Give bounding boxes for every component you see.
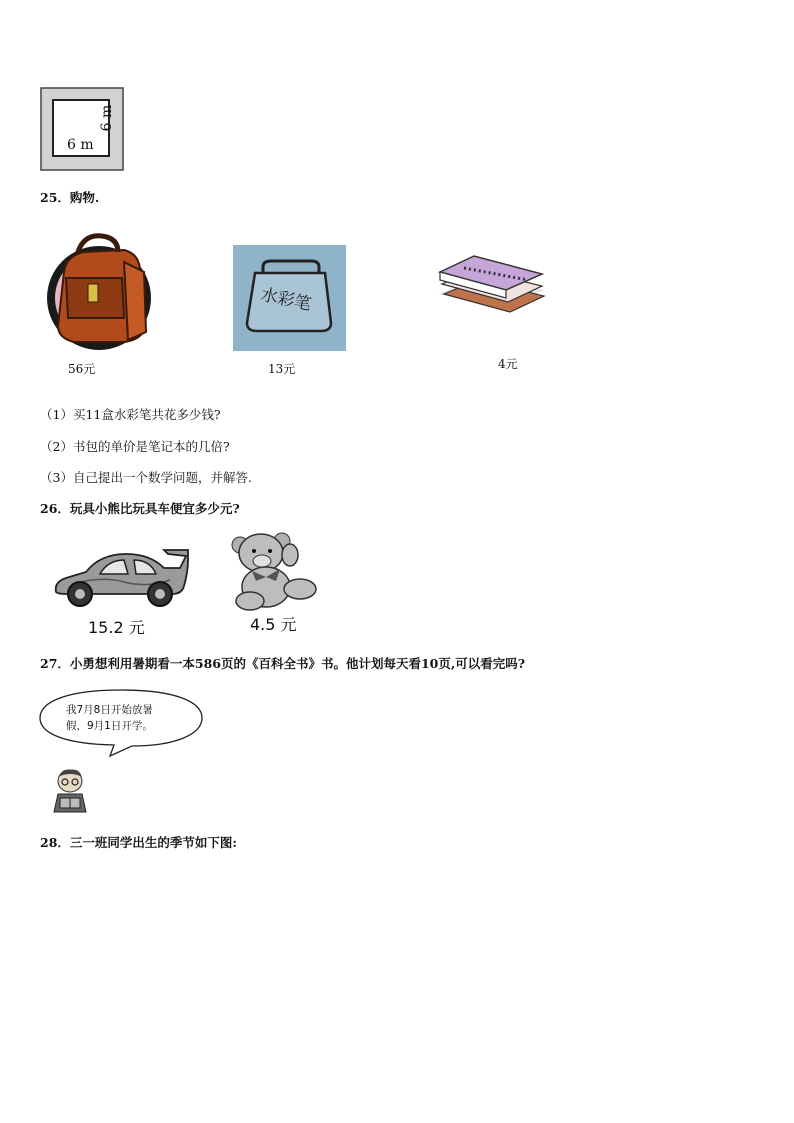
bubble-line-2: 假，9月1日开学。	[66, 720, 153, 732]
side-label-right: 6 m	[99, 104, 115, 132]
bag-icon	[44, 232, 154, 354]
toy-car-price: 15.2 元	[88, 618, 145, 637]
side-label-bottom: 6 m	[67, 137, 94, 153]
bag-price: 56元	[68, 362, 96, 376]
notebook-price: 4元	[498, 357, 518, 371]
square-figure	[40, 87, 124, 171]
q25-sub-3: （3）自己提出一个数学问题，并解答.	[40, 470, 252, 485]
reading-boy-icon	[52, 768, 88, 814]
watercolor-pen-box-icon	[233, 245, 346, 351]
teddy-bear-icon	[230, 531, 320, 611]
q25-sub-1: （1）买11盒水彩笔共花多少钱?	[40, 407, 221, 422]
pen-box-text: 水彩笔	[258, 284, 314, 316]
notebook-icon	[434, 250, 548, 340]
question-27-title: 27．小勇想利用暑期看一本586页的《百科全书》书。他计划每天看10页,可以看完吗?	[40, 656, 526, 671]
toy-car-icon	[52, 546, 190, 610]
speech-bubble	[36, 688, 206, 758]
pen-box-price: 13元	[268, 362, 296, 376]
bubble-line-1: 我7月8日开始放暑	[66, 704, 153, 716]
question-25-title: 25．购物.	[40, 190, 100, 205]
question-28-title: 28．三一班同学出生的季节如下图:	[40, 835, 238, 850]
question-26-title: 26．玩具小熊比玩具车便宜多少元?	[40, 501, 240, 516]
q25-sub-2: （2）书包的单价是笔记本的几倍?	[40, 439, 230, 454]
teddy-bear-price: 4.5 元	[250, 615, 297, 634]
